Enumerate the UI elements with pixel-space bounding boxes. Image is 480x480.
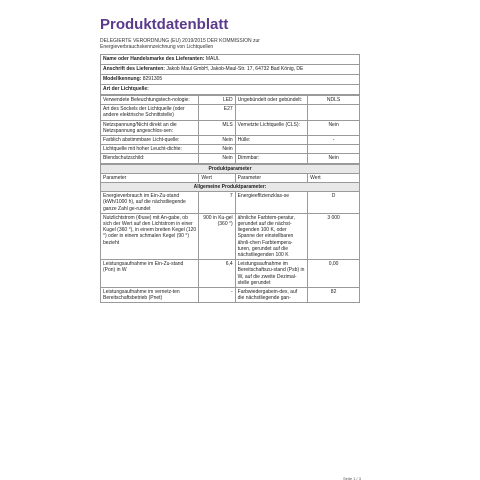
parameter-label: Leistungsaufnahme im vernetz-ten Bereitschaftsbetrieb (Pnet) <box>101 288 199 303</box>
parameter-label: Art des Sockels der Lichtquelle (oder andere elektrische Schnittstelle) <box>101 105 199 120</box>
model-label: Modellkennung: <box>103 76 142 82</box>
parameter-label: Energieverbrauch im Ein-Zu-stand (kWh/1000 h), auf die nächstliegende ganze Zahl ge-rundet <box>101 192 199 214</box>
parameter-value: D <box>308 192 360 214</box>
table-row <box>101 96 360 105</box>
parameter-label: Lichtquelle mit hoher Leucht-dichte: <box>101 145 199 154</box>
parameter-value: 900 in Ku-gel (360 °) <box>199 213 235 259</box>
table-row <box>101 136 360 145</box>
parameter-value: 7 <box>199 192 235 214</box>
table-row <box>101 145 360 154</box>
table-row <box>101 65 360 75</box>
parameter-label <box>235 105 308 120</box>
table-row <box>101 288 360 303</box>
parameter-value: MLS <box>199 120 235 135</box>
address-value: Jakob Maul GmbH, Jakob-Maul-Str. 17, 64732 Bad König, DE <box>166 66 304 72</box>
page-title: Produktdatenblatt <box>100 16 229 33</box>
column-header-parameter: Parameter <box>101 173 199 182</box>
address-label: Anschrift des Lieferanten: <box>103 66 165 72</box>
table-row <box>101 164 360 173</box>
page-number: Seite 1 / 3 <box>342 476 361 480</box>
parameter-value: Nein <box>308 120 360 135</box>
table-row <box>101 213 360 259</box>
section-title: Produktparameter <box>101 164 360 173</box>
table-header-row <box>101 173 360 182</box>
table-row <box>101 154 360 163</box>
parameter-value: 6,4 <box>199 260 235 288</box>
column-header-value: Wert <box>308 173 360 182</box>
parameter-label: Hülle: <box>235 136 308 145</box>
light-source-type-table <box>100 95 360 164</box>
parameter-value: Nein <box>199 145 235 154</box>
general-section-title: Allgemeine Produktparameter: <box>101 183 360 192</box>
regulation-line-1: DELEGIERTE VERORDNUNG (EU) 2019/2015 DER KOMMISSION zur <box>100 38 260 44</box>
address-cell <box>101 65 360 75</box>
parameter-value: - <box>308 136 360 145</box>
model-cell <box>101 75 360 85</box>
parameter-label: Leistungsaufnahme im Ein-Zu-stand (Pon) in W <box>101 260 199 288</box>
table-row <box>101 105 360 120</box>
supplier-table <box>100 54 360 95</box>
table-row <box>101 55 360 65</box>
table-row <box>101 85 360 95</box>
model-value: 8291305 <box>142 76 163 82</box>
parameter-label: Verwendete Beleuchtungstech-nologie: <box>101 96 199 105</box>
brand-label: Name oder Handelsmarke des Lieferanten: <box>103 56 205 62</box>
column-header-value: Wert <box>199 173 235 182</box>
parameter-label: ähnliche Farbtem-peratur, gerundet auf die nächst-liegenden 100 K, oder Spanne der einstellbaren ähnli-chen Farbtempera-turen, gerundet auf die nächstliegenden 100 K <box>235 213 308 259</box>
column-header-parameter: Parameter <box>235 173 308 182</box>
table-row <box>101 183 360 192</box>
parameter-value: NDLS <box>308 96 360 105</box>
brand-cell <box>101 55 360 65</box>
type-label: Art der Lichtquelle: <box>101 85 360 95</box>
parameter-label: Leistungsaufnahme im Bereitschaftszu-stand (Psb) in W, auf die zweite Dezimal-stelle gerundet <box>235 260 308 288</box>
table-row <box>101 120 360 135</box>
parameter-value: 0,00 <box>308 260 360 288</box>
parameter-value <box>308 145 360 154</box>
parameter-value <box>308 105 360 120</box>
table-row <box>101 192 360 214</box>
parameter-label: Farblich abstimmbare Licht-quelle: <box>101 136 199 145</box>
table-row <box>101 260 360 288</box>
parameter-value: Nein <box>199 154 235 163</box>
parameter-value: 3 000 <box>308 213 360 259</box>
parameter-label <box>235 145 308 154</box>
regulation-line-2: Energieverbrauchskennzeichnung von Lichtquellen <box>100 44 214 50</box>
brand-value: MAUL <box>205 56 220 62</box>
parameter-label: Dimmbar: <box>235 154 308 163</box>
parameter-label: Energieeffizienzklas-se <box>235 192 308 214</box>
parameter-value: E27 <box>199 105 235 120</box>
parameter-label: Ungebündelt oder gebündelt: <box>235 96 308 105</box>
product-parameters-table <box>100 164 360 304</box>
parameter-value: Nein <box>199 136 235 145</box>
parameter-value: Nein <box>308 154 360 163</box>
parameter-label: Netzspannung/Nicht direkt an die Netzspannung angeschlos-sen: <box>101 120 199 135</box>
parameter-label: Nutzlichtstrom (Φuse) mit An-gabe, ob sich der Wert auf den Lichtstrom in einer Kugel (360 °), in einem breiten Kegel (120 °) oder in einem schmalen Kegel (90 °) bezieht <box>101 213 199 259</box>
parameter-value: LED <box>199 96 235 105</box>
datasheet-page <box>100 14 361 480</box>
parameter-value: 82 <box>308 288 360 303</box>
table-row <box>101 75 360 85</box>
parameter-label: Blendschutzschild: <box>101 154 199 163</box>
parameter-label: Farbwiedergabein-dex, auf die nächstliegende gan- <box>235 288 308 303</box>
parameter-label: Vernetzte Lichtquelle (CLS): <box>235 120 308 135</box>
parameter-value: - <box>199 288 235 303</box>
